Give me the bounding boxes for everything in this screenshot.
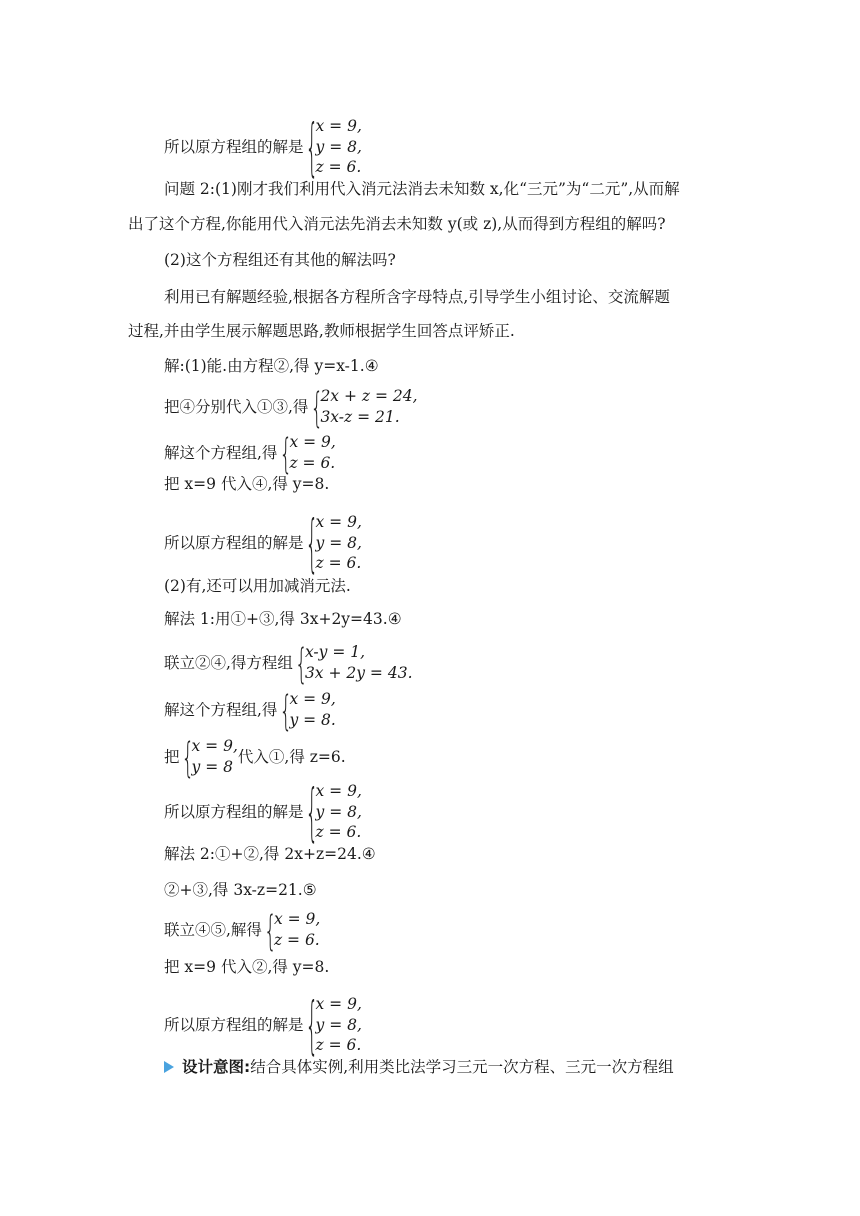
equation-system-3 <box>279 427 336 478</box>
equation: z = 6. <box>289 453 336 472</box>
solution-statement-1 <box>164 109 362 184</box>
equation: z = 6. <box>315 158 362 176</box>
combine-label: 联立②④,得方程组 <box>164 653 293 672</box>
left-brace: { <box>279 427 293 478</box>
equation-system-7 <box>181 731 238 782</box>
combine-label: 联立④⑤,解得 <box>164 920 262 939</box>
question-2-line-1: 问题 2:(1)刚才我们利用代入消元法消去未知数 x,化“三元”为“二元”,从而解 <box>164 180 680 198</box>
solution-statement-4 <box>164 987 362 1062</box>
question-2-line-2: 出了这个方程,你能用代入消元法先消去未知数 y(或 z),从而得到方程组的解吗? <box>128 215 666 233</box>
solve-label: 解这个方程组,得 <box>164 700 278 719</box>
equation-system-9 <box>263 904 321 955</box>
equation-system-1 <box>305 109 362 184</box>
substitution-line <box>164 381 418 432</box>
put-line-1: 把 x=9 代入④,得 y=8. <box>164 475 330 493</box>
equation: y = 8, <box>315 533 362 552</box>
design-intent <box>164 1056 674 1078</box>
solve-line-2 <box>164 684 336 735</box>
equation: x = 9, <box>315 782 362 800</box>
left-brace: { <box>305 774 319 849</box>
method-1-line: 解法 1:用①+③,得 3x+2y=43.④ <box>164 610 402 628</box>
solution-label: 所以原方程组的解是 <box>164 533 304 552</box>
combine-line-2 <box>164 904 321 955</box>
equation: 3x + 2y = 43. <box>304 663 413 682</box>
solution-statement-3 <box>164 774 362 849</box>
left-brace: { <box>305 987 319 1062</box>
equation: 2x + z = 24, <box>320 387 418 405</box>
equation: x = 9, <box>289 433 336 451</box>
method-2-line: 解法 2:①+②,得 2x+z=24.④ <box>164 845 376 863</box>
question-2-part-2: (2)这个方程组还有其他的解法吗? <box>164 251 396 269</box>
left-brace: { <box>305 109 319 184</box>
left-brace: { <box>181 731 195 782</box>
left-brace: { <box>310 381 324 432</box>
equation: x = 9, <box>273 910 321 928</box>
put-suffix: 代入①,得 z=6. <box>237 747 346 766</box>
equation-system-2 <box>310 381 418 432</box>
solution-label: 所以原方程组的解是 <box>164 1015 304 1034</box>
equation: x = 9, <box>315 513 362 531</box>
equation-system-10 <box>305 987 362 1062</box>
equation: y = 8. <box>289 710 336 729</box>
part-2-answer: (2)有,还可以用加减消元法. <box>164 577 351 595</box>
equation-system-4 <box>305 505 362 580</box>
put-line-2 <box>164 731 346 782</box>
equation-system-8 <box>305 774 362 849</box>
solve-label: 解这个方程组,得 <box>164 443 278 462</box>
equation: x = 9, <box>191 737 238 755</box>
equation: y = 8, <box>315 802 362 821</box>
combine-line-1 <box>164 637 413 688</box>
triangle-bullet-icon <box>164 1061 174 1073</box>
solution-label: 所以原方程组的解是 <box>164 137 304 156</box>
left-brace: { <box>279 684 293 735</box>
left-brace: { <box>294 637 308 688</box>
equation: y = 8, <box>315 137 362 156</box>
guide-line-2: 过程,并由学生展示解题思路,教师根据学生回答点评矫正. <box>128 322 515 340</box>
equation: x = 9, <box>315 117 362 135</box>
equation: x = 9, <box>315 995 362 1013</box>
equation-system-5 <box>294 637 413 688</box>
step-2-line: ②+③,得 3x-z=21.⑤ <box>164 881 317 899</box>
put-line-3: 把 x=9 代入②,得 y=8. <box>164 958 330 976</box>
solution-statement-2 <box>164 505 362 580</box>
equation-system-6 <box>279 684 336 735</box>
equation: y = 8 <box>191 757 233 776</box>
equation: x = 9, <box>289 690 336 708</box>
solution-label: 所以原方程组的解是 <box>164 802 304 821</box>
solve-line-1 <box>164 427 336 478</box>
equation: y = 8, <box>315 1015 362 1034</box>
substitution-label: 把④分别代入①③,得 <box>164 397 309 416</box>
equation: z = 6. <box>273 930 320 949</box>
left-brace: { <box>263 904 277 955</box>
equation: z = 6. <box>315 554 362 572</box>
equation: z = 6. <box>315 823 362 841</box>
equation: 3x-z = 21. <box>320 407 400 426</box>
put-label: 把 <box>164 747 180 766</box>
design-intent-text: 结合具体实例,利用类比法学习三元一次方程、三元一次方程组 <box>250 1058 674 1076</box>
design-intent-label: 设计意图: <box>182 1058 251 1076</box>
guide-line-1: 利用已有解题经验,根据各方程所含字母特点,引导学生小组讨论、交流解题 <box>164 288 670 306</box>
equation: x-y = 1, <box>304 643 366 661</box>
solution-1-line: 解:(1)能.由方程②,得 y=x-1.④ <box>164 357 379 375</box>
equation: z = 6. <box>315 1036 362 1054</box>
left-brace: { <box>305 505 319 580</box>
